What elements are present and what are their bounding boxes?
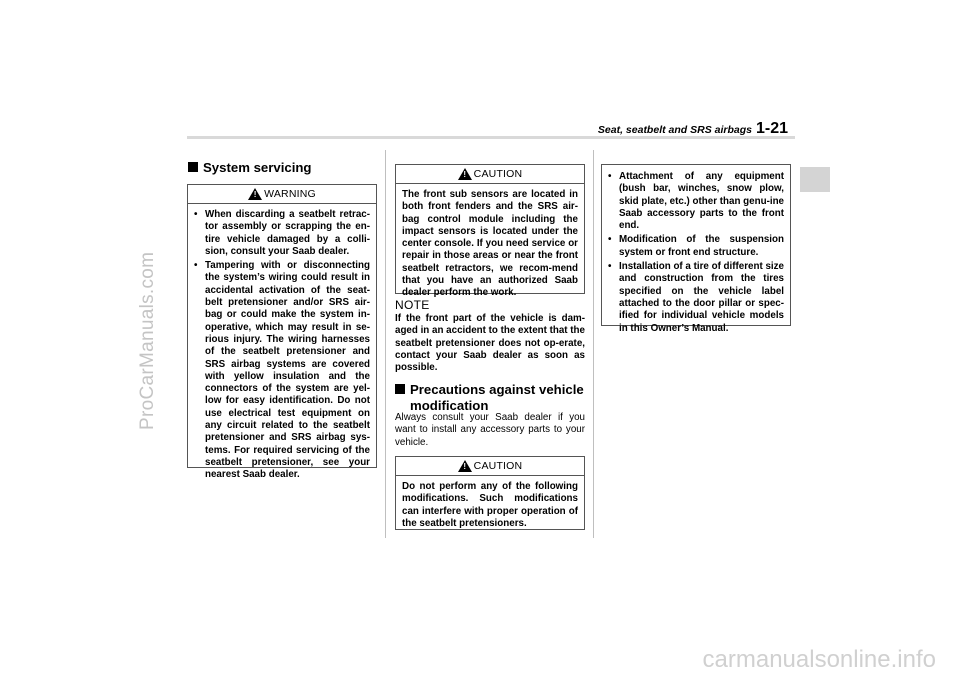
caution-title: CAUTION	[473, 460, 523, 472]
warning-item: • When discarding a seatbelt retrac-tor assembly or scrapping the en-tire vehicle damaged by a colli-sion, consult your Saab dealer.	[194, 209, 370, 258]
page-number: 1-21	[755, 120, 788, 137]
side-watermark: ProCarManuals.com	[137, 251, 158, 430]
caution-header	[396, 165, 584, 184]
square-bullet-icon	[395, 384, 405, 394]
section-title: Seat, seatbelt and SRS airbags	[597, 124, 752, 136]
note-text: If the front part of the vehicle is dam-aged in an accident to the extent that the seatbelt pretensioner does not op-erate, contact your Saab dealer as soon as possible.	[395, 313, 585, 374]
caution-continued-box	[601, 164, 791, 334]
precautions-body: Always consult your Saab dealer if you want to install any accessory parts to your vehicle.	[395, 412, 585, 448]
chapter-tab	[800, 167, 830, 192]
note-title: NOTE	[395, 298, 430, 312]
caution-triangle-icon: !	[458, 168, 472, 180]
warning-title: WARNING	[264, 188, 316, 200]
warning-item: • Tampering with or disconnecting the system’s wiring could result in accidental activation of the seat-belt pretensioner and/or SRS air-bag or could make the system in-operative, which may result in se-rious injury. The wiring harnesses of the seatbelt pretensioner and SRS airbag systems are covered with yellow insulation and the connectors of the system are yel-low for easy identification. Do not use electrical test equipment on any circuit related to the seatbelt pretensioner and SRS airbag sys-tems. For required servicing of the seatbelt pretensioner, see your nearest Saab dealer.	[194, 260, 370, 481]
modification-item: • Installation of a tire of different size and construction from the tires specified on the vehicle label attached to the door pillar or spec-ified for individual vehicle models in this Owner’s Manual.	[608, 261, 784, 335]
modification-item: • Modification of the suspension system or front end structure.	[608, 234, 784, 259]
caution-box-2	[395, 456, 585, 530]
caution-triangle-icon: !	[458, 460, 472, 472]
caution-header	[396, 457, 584, 476]
warning-box	[187, 184, 377, 481]
caution-text: The front sub sensors are located in both front fenders and the SRS air-bag control module including the impact sensors is located under the center console. If you need service or repair in those areas or near the front seatbelt retractors, we recom-mend that you have an authorized Saab dealer perform the work.	[402, 189, 578, 299]
caution-title: CAUTION	[473, 168, 523, 180]
column-divider-1	[385, 150, 386, 538]
system-servicing-heading: System servicing	[188, 160, 312, 176]
page-header	[598, 120, 788, 138]
caution-box-1	[395, 164, 585, 299]
column-divider-2	[593, 150, 594, 538]
modification-item: • Attachment of any equipment (bush bar, winches, snow plow, skid plate, etc.) other than genu-ine Saab accessory parts to the front end.	[608, 171, 784, 232]
bottom-watermark: carmanualsonline.info	[702, 646, 936, 673]
caution-text: Do not perform any of the following modifications. Such modifications can interfere with proper operation of the seatbelt pretensioners.	[402, 481, 578, 529]
square-bullet-icon	[188, 162, 198, 172]
warning-header	[188, 185, 376, 204]
precautions-heading: Precautions against vehicle modification	[395, 382, 584, 414]
warning-triangle-icon: !	[248, 188, 262, 200]
